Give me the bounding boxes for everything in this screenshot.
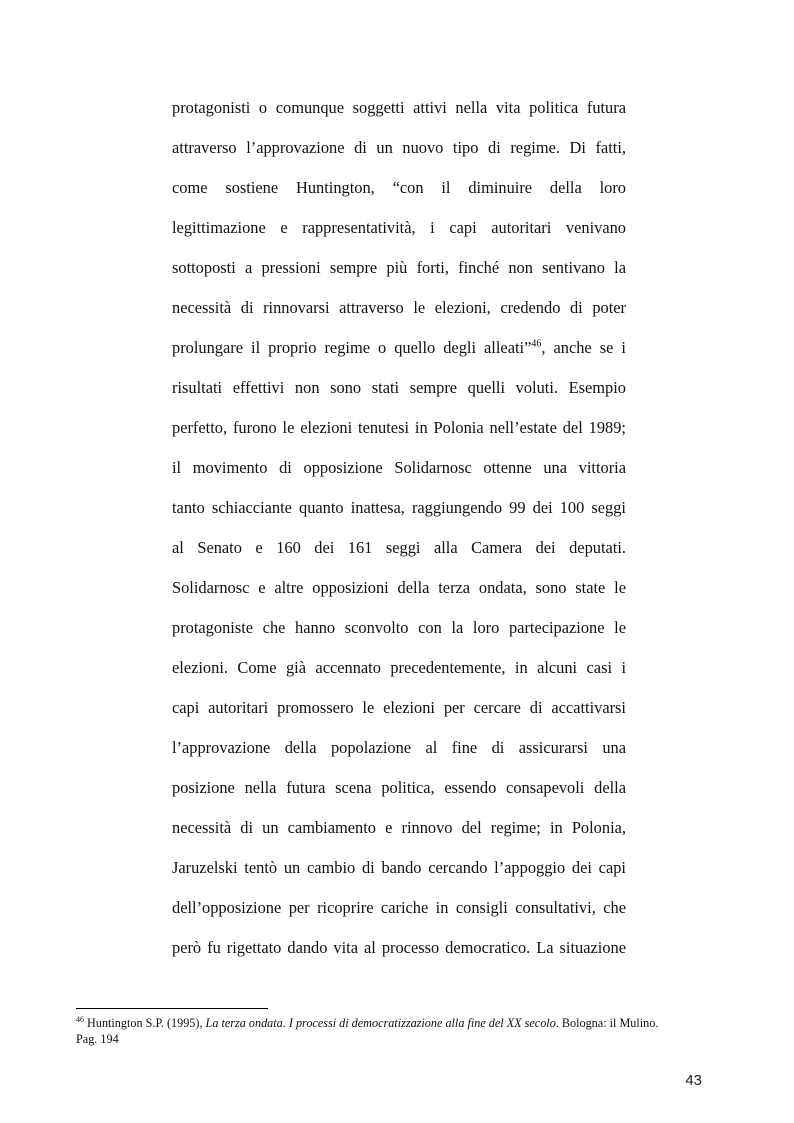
body-line: il movimento di opposizione Solidarnosc ottenne una vittoria (172, 458, 626, 477)
footnote-publisher: . Bologna: il Mulino. (555, 1016, 659, 1030)
body-line: sottoposti a pressioni sempre più forti, finché non sentivano la (172, 258, 626, 277)
body-line: Jaruzelski tentò un cambio di bando cercando l’appoggio dei capi (172, 858, 626, 877)
footnote-title: La terza ondata. I processi di democratizzazione alla fine del XX secolo (205, 1016, 556, 1030)
body-line: l’approvazione della popolazione al fine di assicurarsi una (172, 738, 626, 757)
body-line: risultati effettivi non sono stati sempre quelli voluti. Esempio (172, 378, 626, 397)
body-line-text: , anche se i (541, 338, 626, 357)
body-line: perfetto, furono le elezioni tenutesi in Polonia nell’estate del 1989; (172, 418, 626, 437)
body-text (172, 88, 626, 968)
footnote-author: Huntington S.P. (1995), (84, 1016, 206, 1030)
footnote-number: 46 (76, 1014, 84, 1024)
body-line: dell’opposizione per ricoprire cariche in consigli consultativi, che (172, 898, 626, 917)
footnote-page: Pag. 194 (76, 1032, 119, 1046)
body-line: come sostiene Huntington, “con il diminuire della loro (172, 178, 626, 197)
body-line: necessità di rinnovarsi attraverso le elezioni, credendo di poter (172, 298, 626, 317)
body-line: al Senato e 160 dei 161 seggi alla Camera dei deputati. (172, 538, 626, 557)
body-line: capi autoritari promossero le elezioni per cercare di accattivarsi (172, 698, 626, 717)
page-number: 43 (685, 1072, 702, 1089)
body-line: protagonisti o comunque soggetti attivi nella vita politica futura (172, 98, 626, 117)
body-line: posizione nella futura scena politica, essendo consapevoli della (172, 778, 626, 797)
footnote-divider (76, 1008, 268, 1009)
body-line: necessità di un cambiamento e rinnovo del regime; in Polonia, (172, 818, 626, 837)
body-line: elezioni. Come già accennato precedentemente, in alcuni casi i (172, 658, 626, 677)
body-line: Solidarnosc e altre opposizioni della terza ondata, sono state le (172, 578, 626, 597)
body-line-text: prolungare il proprio regime o quello degli alleati” (172, 338, 532, 357)
body-line: però fu rigettato dando vita al processo democratico. La situazione (172, 938, 626, 957)
body-line: legittimazione e rappresentatività, i capi autoritari venivano (172, 218, 626, 237)
body-line: tanto schiacciante quanto inattesa, raggiungendo 99 dei 100 seggi (172, 498, 626, 517)
footnote (76, 1015, 726, 1047)
body-line: protagoniste che hanno sconvolto con la loro partecipazione le (172, 618, 626, 637)
body-line-with-footnote-ref (172, 328, 626, 368)
body-line: attraverso l’approvazione di un nuovo tipo di regime. Di fatti, (172, 138, 626, 157)
footnote-reference[interactable]: 46 (531, 338, 542, 350)
